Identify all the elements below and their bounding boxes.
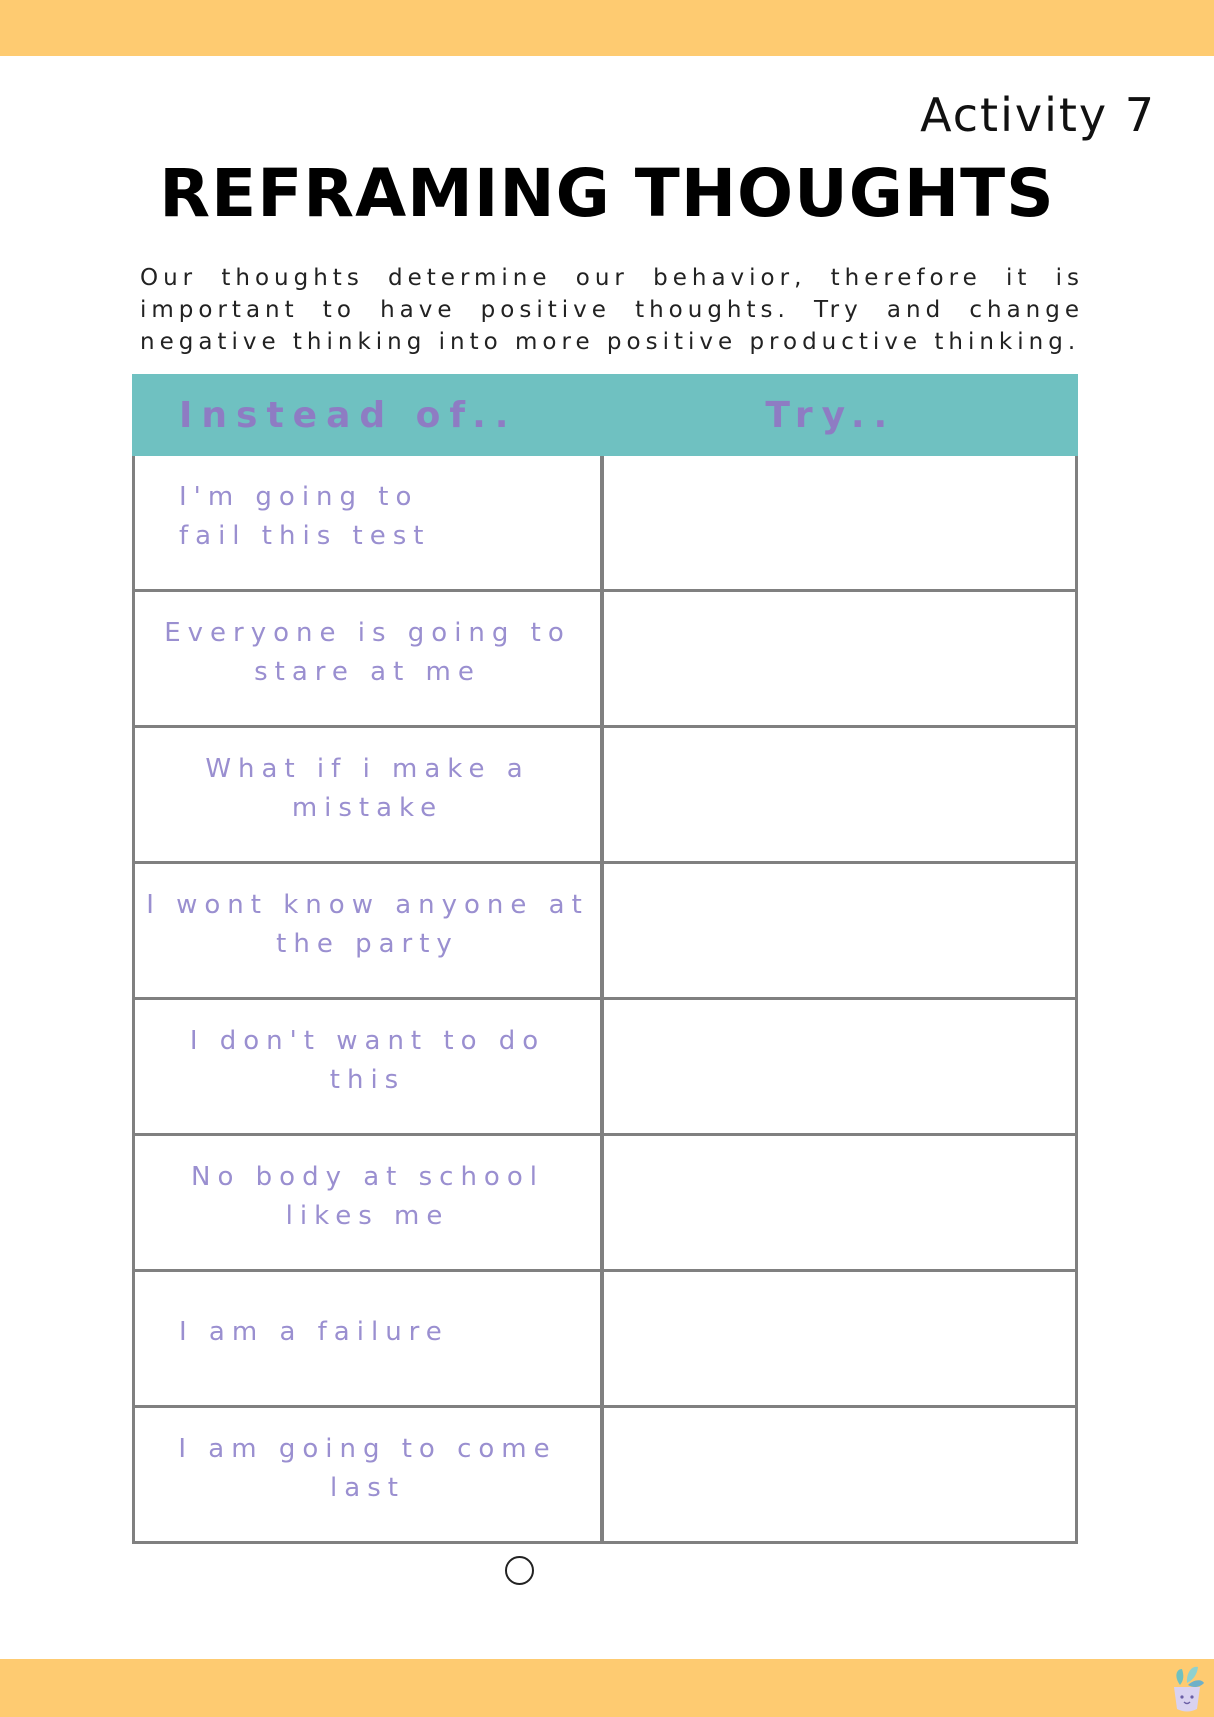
try-cell[interactable] — [604, 1000, 1075, 1133]
table-row — [132, 1000, 1078, 1136]
instead-cell: I don't want to do this — [135, 1000, 604, 1133]
table-row — [132, 1136, 1078, 1272]
try-cell[interactable] — [604, 592, 1075, 725]
column-header-instead: Instead of.. — [179, 394, 518, 436]
try-cell[interactable] — [604, 1136, 1075, 1269]
page-title: REFRAMING THOUGHTS — [159, 155, 1055, 232]
table-row — [132, 728, 1078, 864]
instead-cell: I'm going to fail this test — [135, 456, 604, 589]
table-row — [132, 456, 1078, 592]
column-header-try: Try.. — [765, 394, 897, 436]
instead-cell: What if i make a mistake — [135, 728, 604, 861]
instead-cell: I am a failure — [135, 1272, 604, 1405]
table-row — [132, 592, 1078, 728]
intro-paragraph: Our thoughts determine our behavior, therefore it is important to have positive thoughts. Try and change negative thinking into more positive productive thinking. — [140, 265, 1084, 355]
try-cell[interactable] — [604, 864, 1075, 997]
try-cell[interactable] — [604, 456, 1075, 589]
instead-cell: I wont know anyone at the party — [135, 864, 604, 997]
circle-icon — [505, 1556, 534, 1585]
top-color-band — [0, 0, 1214, 56]
table-header — [132, 374, 1078, 456]
plant-pot-logo-icon — [1166, 1663, 1208, 1715]
table-row — [132, 864, 1078, 1000]
try-cell[interactable] — [604, 1272, 1075, 1405]
activity-label: Activity 7 — [920, 88, 1156, 142]
instead-cell: No body at school likes me — [135, 1136, 604, 1269]
try-cell[interactable] — [604, 728, 1075, 861]
bottom-color-band — [0, 1659, 1214, 1717]
try-cell[interactable] — [604, 1408, 1075, 1541]
instead-cell: I am going to come last — [135, 1408, 604, 1541]
instead-cell: Everyone is going to stare at me — [135, 592, 604, 725]
table-row — [132, 1272, 1078, 1408]
reframing-table — [132, 374, 1078, 1544]
table-row — [132, 1408, 1078, 1544]
